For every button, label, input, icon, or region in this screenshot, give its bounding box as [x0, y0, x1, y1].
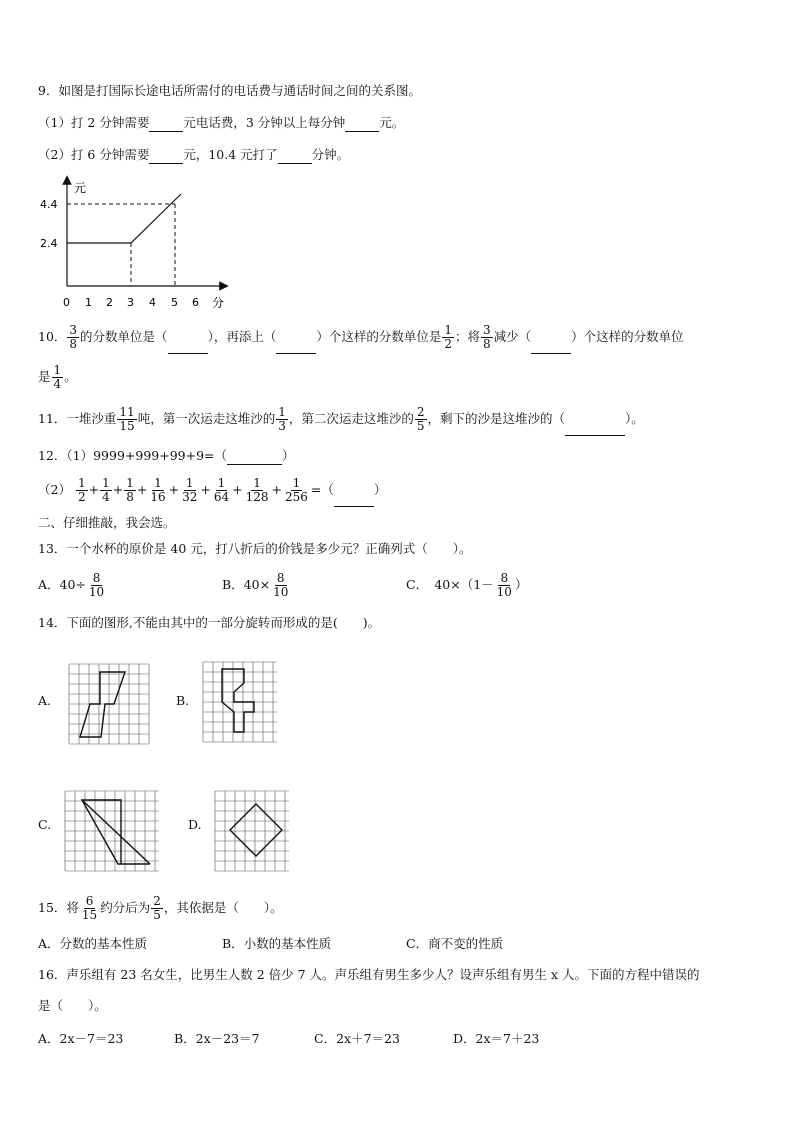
denominator: 15 [119, 419, 135, 433]
q10-text: 10． [38, 329, 67, 344]
numerator: 1 [278, 405, 286, 419]
denominator: 64 [213, 490, 230, 504]
plus-sign: + [271, 482, 282, 497]
answer-blank[interactable] [278, 149, 312, 164]
numerator: 1 [154, 476, 162, 490]
fraction [180, 477, 199, 504]
q15-text: ，其依据是（ ）。 [163, 900, 283, 915]
plus-sign: + [112, 482, 124, 497]
fraction [442, 324, 454, 351]
q14-stem: 14．下面的图形,不能由其中的一部分旋转而形成的是( )。 [38, 615, 381, 630]
denominator: 256 [285, 490, 308, 504]
x-tick-3: 3 [127, 296, 134, 309]
denominator: 4 [53, 377, 62, 391]
q15-option-b[interactable]: B．小数的基本性质 [222, 936, 332, 951]
numerator: 2 [153, 894, 161, 908]
fraction [67, 324, 79, 351]
denominator: 5 [153, 908, 161, 922]
q14-figure-b[interactable] [200, 659, 280, 745]
denominator: 15 [81, 908, 98, 922]
q16-option-d[interactable]: D．2x＝7＋23 [453, 1031, 540, 1046]
fraction [495, 572, 514, 599]
fraction [415, 406, 427, 433]
numerator: 8 [276, 571, 285, 585]
shape [230, 804, 282, 856]
q10-text: ）个这样的分数单位是 [316, 329, 442, 344]
q11-line [38, 402, 644, 436]
denominator: 8 [69, 337, 78, 351]
fraction [148, 477, 167, 504]
denominator: 10 [88, 585, 105, 599]
answer-blank[interactable] [149, 149, 183, 164]
q9-p1-text-b: 元电话费，3 分钟以上每分钟 [183, 115, 346, 130]
denominator: 5 [416, 419, 425, 433]
q11-text: 吨，第一次运走这堆沙的 [137, 411, 276, 426]
q10-text: ；将 [454, 329, 480, 344]
fraction [212, 477, 231, 504]
q14-figure-c[interactable] [62, 788, 162, 874]
q10-text: 减少（ [493, 329, 532, 344]
answer-blank[interactable] [227, 450, 282, 465]
numerator: 3 [483, 323, 491, 337]
q16-option-b[interactable]: B．2x－23＝7 [174, 1031, 260, 1046]
shape [80, 672, 125, 737]
plus-sign: + [232, 482, 243, 497]
q14-label-d[interactable]: D. [188, 817, 202, 832]
denominator: 3 [278, 419, 286, 433]
q12-part1 [38, 447, 295, 465]
q13-stem: 13．一个水杯的原价是 40 元，打八折后的价钱是多少元？正确列式（ ）。 [38, 541, 472, 556]
x-tick-0: 0 [63, 296, 70, 309]
denominator: 8 [126, 490, 134, 504]
numerator: 1 [102, 476, 110, 490]
answer-blank[interactable] [168, 339, 208, 354]
fraction [481, 324, 493, 351]
q13-option-c[interactable] [406, 568, 527, 602]
q9-p2-text-c: 分钟。 [311, 147, 350, 162]
answer-blank[interactable] [345, 117, 379, 132]
q12-text: 12．（1）9999+999+99+9=（ [38, 448, 228, 463]
grid [215, 791, 289, 871]
numerator: 11 [119, 405, 135, 419]
q9-part2 [38, 146, 349, 164]
x-tick-4: 4 [149, 296, 156, 309]
y-tick-2.4: 2.4 [40, 237, 58, 250]
numerator: 1 [444, 323, 452, 337]
q9-stem: 9．如图是打国际长途电话所需付的电话费与通话时间之间的关系图。 [38, 83, 421, 98]
fraction [276, 406, 288, 433]
denominator: 4 [102, 490, 110, 504]
q14-label-a[interactable]: A. [38, 693, 52, 708]
numerator: 1 [126, 476, 134, 490]
denominator: 16 [150, 490, 166, 504]
q9-part1 [38, 114, 404, 132]
q12-text: （2） [38, 482, 71, 497]
q9-phone-fee-graph [30, 172, 240, 312]
plus-sign: + [88, 482, 100, 497]
q15-option-c[interactable]: C．商不变的性质 [406, 936, 504, 951]
q9-p2-text-b: 元，10.4 元打了 [183, 147, 278, 162]
denominator: 2 [444, 337, 452, 351]
numerator: 1 [217, 476, 226, 490]
fraction [124, 477, 136, 504]
y-tick-4.4: 4.4 [40, 198, 58, 211]
x-tick-6: 6 [192, 296, 199, 309]
denominator: 10 [273, 585, 289, 599]
q11-text: ，第二次运走这堆沙的 [288, 411, 414, 426]
denominator: 128 [245, 490, 269, 504]
close-paren: ） [373, 482, 387, 497]
fraction [117, 406, 136, 433]
q15-line [38, 891, 283, 925]
q16-stem-line2: 是（ ）。 [38, 998, 107, 1013]
q11-text: 11．一堆沙重 [38, 411, 117, 426]
fraction [76, 477, 88, 504]
numerator: 8 [92, 571, 101, 585]
q10-line2 [38, 360, 77, 394]
q10-text: ）个这样的分数单位 [571, 329, 684, 344]
q14-label-c[interactable]: C. [38, 817, 52, 832]
fraction [80, 895, 99, 922]
fraction [151, 895, 163, 922]
plus-sign: + [168, 482, 180, 497]
option-text: ） [514, 577, 528, 592]
q15-option-a[interactable]: A．分数的基本性质 [38, 936, 148, 951]
q9-p1-text-a: （1）打 2 分钟需要 [38, 115, 150, 130]
q14-figure-a[interactable] [66, 661, 152, 747]
numerator: 1 [253, 476, 261, 490]
q11-text: ，剩下的沙是这堆沙的（ [427, 411, 566, 426]
numerator: 2 [416, 405, 425, 419]
fraction [87, 572, 106, 599]
fee-line [67, 194, 181, 243]
answer-blank[interactable] [334, 492, 374, 507]
x-tick-1: 1 [85, 296, 92, 309]
numerator: 1 [292, 476, 301, 490]
q15-text: 15．将 [38, 900, 79, 915]
plus-sign: + [136, 482, 148, 497]
answer-blank[interactable] [149, 117, 183, 132]
numerator: 6 [85, 894, 94, 908]
q9-p2-text-a: （2）打 6 分钟需要 [38, 147, 150, 162]
numerator: 1 [53, 363, 62, 377]
numerator: 1 [77, 476, 86, 490]
q15-text: 约分后为 [100, 900, 151, 915]
fraction [283, 477, 310, 504]
denominator: 2 [77, 490, 86, 504]
shape [222, 669, 254, 732]
x-unit-label: 分 [212, 296, 225, 310]
q16-option-c[interactable]: C．2x＋7＝23 [314, 1031, 400, 1046]
fraction [271, 572, 290, 599]
q10-text: 。 [64, 369, 77, 384]
option-text: A．40÷ [38, 577, 86, 592]
answer-blank[interactable] [531, 339, 571, 354]
q16-stem-line1: 16．声乐组有 23 名女生，比男生人数 2 倍少 7 人。声乐组有男生多少人？设声乐组有男生 x 人。下面的方程中错误的 [38, 967, 700, 982]
q13-option-b[interactable] [222, 568, 291, 602]
equals-open: =（ [310, 482, 334, 497]
denominator: 10 [496, 585, 512, 599]
section-heading: 二、仔细推敲，我会选。 [38, 515, 176, 530]
x-tick-5: 5 [171, 296, 178, 309]
q9-p1-text-c: 元。 [379, 115, 405, 130]
q11-text: ）。 [625, 411, 644, 426]
answer-blank[interactable] [565, 421, 625, 436]
numerator: 1 [185, 476, 194, 490]
answer-blank[interactable] [276, 339, 316, 354]
y-unit-label: 元 [74, 181, 87, 195]
option-text: C． 40×（1－ [406, 577, 494, 592]
q13-option-a[interactable] [38, 568, 107, 602]
q14-label-b[interactable]: B. [176, 693, 190, 708]
q12-part2 [38, 473, 386, 507]
numerator: 8 [500, 571, 509, 585]
fraction [52, 364, 64, 391]
q12-text: ） [282, 448, 295, 463]
q14-figure-d[interactable] [212, 788, 292, 874]
option-text: B．40× [222, 577, 271, 592]
denominator: 32 [182, 490, 198, 504]
shape-diagonal [82, 800, 150, 864]
x-tick-2: 2 [106, 296, 113, 309]
numerator: 3 [69, 323, 78, 337]
fraction [244, 477, 271, 504]
fraction [100, 477, 112, 504]
q10-text: 的分数单位是（ [80, 329, 168, 344]
q10-text: 是 [38, 369, 51, 384]
plus-sign: + [200, 482, 211, 497]
q16-option-a[interactable]: A．2x－7＝23 [38, 1031, 124, 1046]
denominator: 8 [483, 337, 491, 351]
q10-text: ），再添上（ [207, 329, 277, 344]
q10-line1 [38, 320, 684, 354]
